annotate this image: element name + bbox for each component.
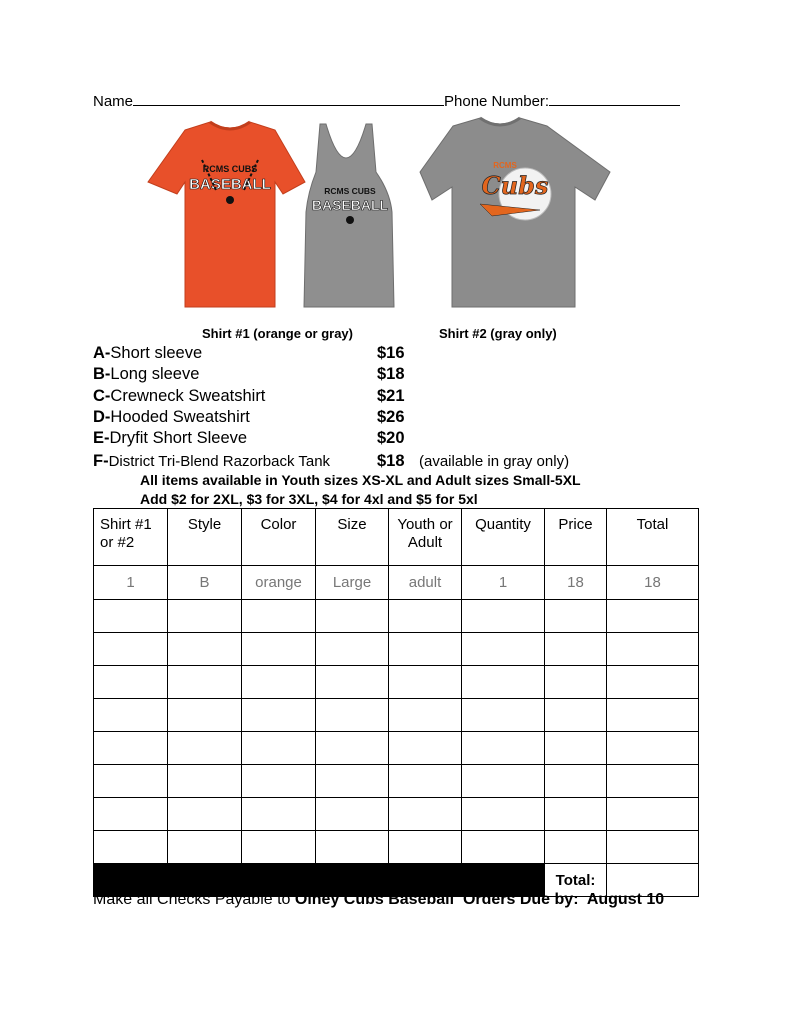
table-cell[interactable] [94, 831, 168, 864]
table-cell[interactable] [462, 831, 545, 864]
table-row[interactable] [94, 798, 699, 831]
order-table [93, 508, 699, 897]
payable-text: Make all Checks Payable to [93, 891, 295, 908]
table-cell[interactable] [242, 600, 316, 633]
table-cell[interactable] [545, 765, 607, 798]
item-letter: A- [93, 344, 111, 362]
table-cell[interactable] [545, 633, 607, 666]
table-cell[interactable] [389, 765, 462, 798]
item-description: District Tri-Blend Razorback Tank [108, 453, 331, 471]
phone-label: Phone Number: [444, 93, 550, 110]
item-letter: F- [93, 452, 109, 471]
table-cell[interactable] [462, 732, 545, 765]
shirt1-print-main: BASEBALL [189, 176, 271, 193]
orange-tshirt-image [148, 122, 305, 307]
price-item [93, 451, 570, 472]
table-cell[interactable] [316, 666, 389, 699]
table-cell[interactable] [545, 831, 607, 864]
table-cell: 1 [94, 566, 168, 600]
example-row [94, 566, 699, 600]
column-header: Shirt #1 or #2 [94, 509, 168, 566]
contact-line [93, 92, 680, 110]
table-cell[interactable] [316, 732, 389, 765]
price-item [93, 386, 405, 407]
shirt2-print-main: Cubs [481, 171, 549, 200]
due-label: Orders Due by: [454, 891, 587, 908]
table-cell: adult [389, 566, 462, 600]
item-description: Short sleeve [110, 344, 203, 362]
table-cell[interactable] [389, 666, 462, 699]
table-cell[interactable] [607, 699, 699, 732]
table-row[interactable] [94, 765, 699, 798]
price-item [93, 364, 405, 385]
table-cell[interactable] [94, 633, 168, 666]
item-description: Dryfit Short Sleeve [109, 429, 248, 448]
table-cell[interactable] [168, 699, 242, 732]
table-cell: Large [316, 566, 389, 600]
table-cell[interactable] [462, 666, 545, 699]
item-price: $16 [377, 344, 405, 362]
table-cell[interactable] [242, 765, 316, 798]
size-upcharge-note: Add $2 for 2XL, $3 for 3XL, $4 for 4xl and $5 for 5xl [140, 491, 478, 507]
table-header-row [94, 509, 699, 566]
table-cell[interactable] [389, 831, 462, 864]
table-cell[interactable] [94, 798, 168, 831]
table-cell[interactable] [168, 798, 242, 831]
item-letter: E- [93, 429, 110, 448]
table-cell[interactable] [316, 633, 389, 666]
table-cell[interactable] [94, 732, 168, 765]
price-list [93, 343, 570, 473]
table-cell[interactable] [607, 633, 699, 666]
table-cell: 18 [545, 566, 607, 600]
table-cell[interactable] [242, 699, 316, 732]
item-letter: B- [93, 365, 111, 384]
shirt2-print-top: RCMS [493, 161, 517, 170]
item-price: $20 [377, 429, 405, 448]
table-cell[interactable] [168, 633, 242, 666]
table-cell[interactable] [389, 732, 462, 765]
item-price: $18 [377, 365, 405, 384]
table-cell[interactable] [316, 831, 389, 864]
table-cell[interactable] [545, 699, 607, 732]
table-row[interactable] [94, 666, 699, 699]
price-item [93, 407, 405, 428]
item-letter: C- [93, 386, 111, 405]
table-cell[interactable] [545, 666, 607, 699]
column-header: Youth or Adult [389, 509, 462, 566]
table-cell[interactable] [389, 798, 462, 831]
column-header: Color [242, 509, 316, 566]
table-cell[interactable] [389, 600, 462, 633]
shirt-images [140, 112, 620, 317]
tank-print-main: BASEBALL [311, 197, 389, 213]
item-description: Long sleeve [110, 365, 200, 384]
name-field[interactable] [133, 92, 444, 106]
price-item [93, 428, 405, 449]
table-cell[interactable] [168, 831, 242, 864]
item-description: Hooded Sweatshirt [110, 407, 250, 426]
table-cell[interactable] [94, 600, 168, 633]
table-cell[interactable] [545, 798, 607, 831]
table-row[interactable] [94, 699, 699, 732]
table-cell[interactable] [242, 666, 316, 699]
table-cell[interactable] [94, 666, 168, 699]
table-cell[interactable] [316, 600, 389, 633]
table-row[interactable] [94, 831, 699, 864]
column-header: Price [545, 509, 607, 566]
table-cell: orange [242, 566, 316, 600]
shirt2-caption: Shirt #2 (gray only) [439, 326, 557, 341]
availability-note: All items available in Youth sizes XS-XL and Adult sizes Small-5XL [140, 472, 581, 488]
payee-name: Olney Cubs Baseball [294, 891, 455, 908]
shirt1-caption: Shirt #1 (orange or gray) [202, 326, 353, 341]
table-cell[interactable] [607, 798, 699, 831]
payment-note [93, 891, 664, 909]
table-row[interactable] [94, 600, 699, 633]
table-cell[interactable] [545, 732, 607, 765]
table-cell[interactable] [607, 831, 699, 864]
table-cell[interactable] [462, 798, 545, 831]
table-cell[interactable] [607, 600, 699, 633]
table-cell[interactable] [389, 633, 462, 666]
total-label: Total: [545, 864, 607, 897]
column-header: Total [607, 509, 699, 566]
due-date: August 10 [586, 891, 665, 908]
table-cell[interactable] [462, 600, 545, 633]
table-row[interactable] [94, 633, 699, 666]
item-description: Crewneck Sweatshirt [110, 386, 266, 405]
column-header: Quantity [462, 509, 545, 566]
table-cell[interactable] [462, 633, 545, 666]
table-cell[interactable] [242, 633, 316, 666]
shirt1-print-top: RCMS CUBS [202, 164, 258, 174]
table-cell[interactable] [462, 765, 545, 798]
item-note: (available in gray only) [419, 453, 570, 471]
tank-print-top: RCMS CUBS [324, 186, 376, 196]
column-header: Size [316, 509, 389, 566]
table-cell[interactable] [389, 699, 462, 732]
table-cell[interactable] [168, 666, 242, 699]
table-cell: B [168, 566, 242, 600]
table-cell[interactable] [94, 699, 168, 732]
table-cell[interactable] [316, 765, 389, 798]
item-letter: D- [93, 407, 111, 426]
table-cell[interactable] [545, 600, 607, 633]
table-cell[interactable] [607, 732, 699, 765]
name-label: Name [93, 93, 134, 110]
price-item [93, 343, 405, 364]
table-cell[interactable] [242, 831, 316, 864]
table-cell[interactable] [607, 666, 699, 699]
gray-tshirt-image [420, 118, 610, 307]
item-price: $26 [377, 407, 405, 426]
table-cell: 1 [462, 566, 545, 600]
table-cell[interactable] [168, 765, 242, 798]
table-row[interactable] [94, 732, 699, 765]
table-cell[interactable] [242, 732, 316, 765]
table-cell[interactable] [607, 765, 699, 798]
column-header: Style [168, 509, 242, 566]
table-cell[interactable] [316, 798, 389, 831]
item-price: $21 [377, 386, 405, 405]
gray-tank-image [304, 124, 394, 307]
table-cell[interactable] [94, 765, 168, 798]
table-cell[interactable] [168, 600, 242, 633]
table-cell[interactable] [316, 699, 389, 732]
table-cell: 18 [607, 566, 699, 600]
table-cell[interactable] [462, 699, 545, 732]
item-price: $18 [377, 452, 405, 471]
table-cell[interactable] [242, 798, 316, 831]
phone-field[interactable] [549, 92, 680, 106]
table-cell[interactable] [168, 732, 242, 765]
